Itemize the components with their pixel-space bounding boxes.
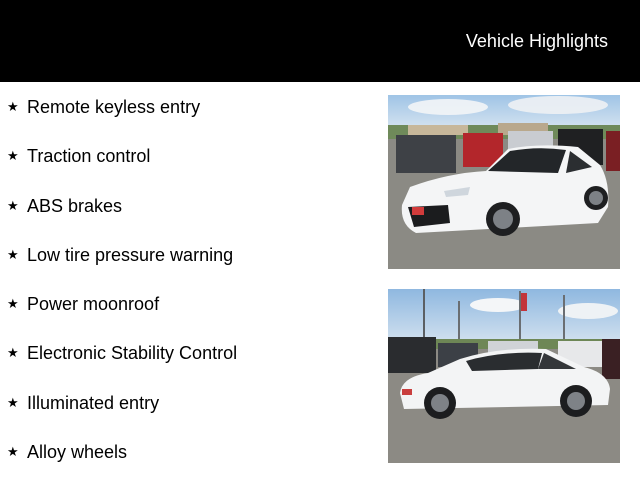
- feature-label: Traction control: [27, 146, 151, 167]
- feature-label: Low tire pressure warning: [27, 244, 234, 265]
- star-icon: ★: [7, 197, 19, 213]
- star-icon: ★: [7, 148, 19, 164]
- vehicle-photo-side-image: [388, 289, 620, 463]
- feature-label: Remote keyless entry: [27, 97, 201, 117]
- vehicle-photo-front[interactable]: [388, 95, 620, 269]
- list-item: [7, 195, 237, 244]
- header-bar: [0, 0, 640, 82]
- feature-label: Illuminated entry: [27, 392, 160, 413]
- star-icon: ★: [7, 394, 19, 410]
- star-icon: ★: [7, 296, 19, 312]
- list-item: [7, 96, 237, 145]
- list-item: [7, 293, 237, 342]
- star-icon: ★: [7, 99, 19, 114]
- star-icon: ★: [7, 444, 19, 460]
- list-item: [7, 392, 237, 441]
- list-item: [7, 244, 237, 293]
- list-item: [7, 145, 237, 194]
- feature-label: Alloy wheels: [27, 442, 128, 463]
- feature-list: [7, 96, 237, 490]
- feature-label: ABS brakes: [27, 195, 123, 216]
- page-title: Vehicle Highlights: [465, 31, 608, 51]
- list-item: [7, 441, 237, 490]
- feature-label: Electronic Stability Control: [27, 343, 238, 364]
- vehicle-photo-side[interactable]: [388, 289, 620, 463]
- feature-label: Power moonroof: [27, 294, 160, 315]
- star-icon: ★: [7, 246, 19, 262]
- vehicle-photo-front-image: [388, 95, 620, 269]
- list-item: [7, 342, 237, 391]
- star-icon: ★: [7, 345, 19, 361]
